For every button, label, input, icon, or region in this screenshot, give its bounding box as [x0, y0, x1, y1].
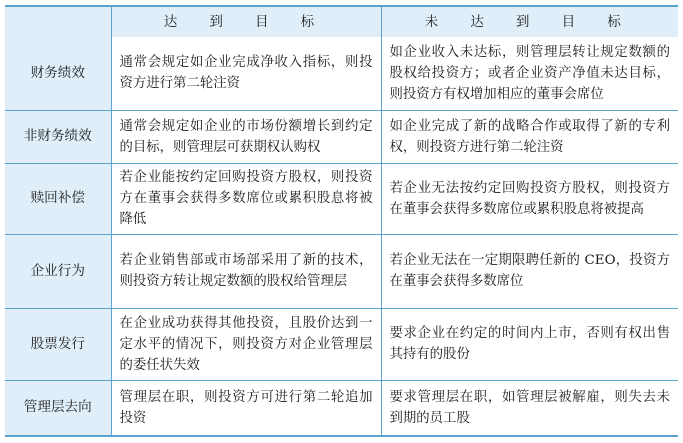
- row-label: 企业行为: [5, 234, 111, 308]
- header-achieved: 达 到 目 标: [111, 7, 381, 37]
- row-label: 赎回补偿: [5, 163, 111, 234]
- header-row: [5, 7, 678, 37]
- cell-not-achieved: 若企业无法按约定回购投资方股权，则投资方在董事会获得多数席位或累积股息将被提高: [381, 163, 678, 234]
- table-row: [5, 37, 678, 110]
- row-label: 非财务绩效: [5, 110, 111, 163]
- comparison-table-frame: [5, 5, 678, 437]
- row-label: 股票发行: [5, 308, 111, 380]
- table-row: [5, 380, 678, 435]
- cell-not-achieved: 如企业收入未达标，则管理层转让规定数额的股权给投资方；或者企业资产净值未达目标，则投资方有权增加相应的董事会席位: [381, 37, 678, 110]
- cell-achieved: 在企业成功获得其他投资，且股价达到一定水平的情况下，则投资方对企业管理层的委任状失效: [111, 308, 381, 380]
- header-not-achieved: 未 达 到 目 标: [381, 7, 678, 37]
- table-row: [5, 234, 678, 308]
- cell-not-achieved: 如企业完成了新的战略合作或取得了新的专利权，则投资方进行第二轮注资: [381, 110, 678, 163]
- row-label: 管理层去向: [5, 380, 111, 435]
- cell-not-achieved: 要求企业在约定的时间内上市，否则有权出售其持有的股份: [381, 308, 678, 380]
- cell-achieved: 管理层在职，则投资方可进行第二轮追加投资: [111, 380, 381, 435]
- cell-not-achieved: 要求管理层在职，如管理层被解雇，则失去未到期的员工股: [389, 389, 670, 426]
- table-row: [5, 163, 678, 234]
- header-corner: [5, 7, 111, 37]
- cell-not-achieved: 若企业无法在一定期限聘任新的 CEO，投资方在董事会获得多数席位: [381, 234, 678, 308]
- cell-achieved: 通常会规定如企业完成净收入指标，则投资方进行第二轮注资: [111, 37, 381, 110]
- table-row: [5, 110, 678, 163]
- cell-achieved: 通常会规定如企业的市场份额增长到约定的目标，则管理层可获期权认购权: [111, 110, 381, 163]
- comparison-table: [5, 7, 678, 435]
- cell-achieved: 若企业销售部或市场部采用了新的技术，则投资方转让规定数额的股权给管理层: [111, 234, 381, 308]
- row-label: 财务绩效: [5, 37, 111, 110]
- table-row: [5, 308, 678, 380]
- cell-achieved: 若企业能按约定回购投资方股权，则投资方在董事会获得多数席位或累积股息将被降低: [111, 163, 381, 234]
